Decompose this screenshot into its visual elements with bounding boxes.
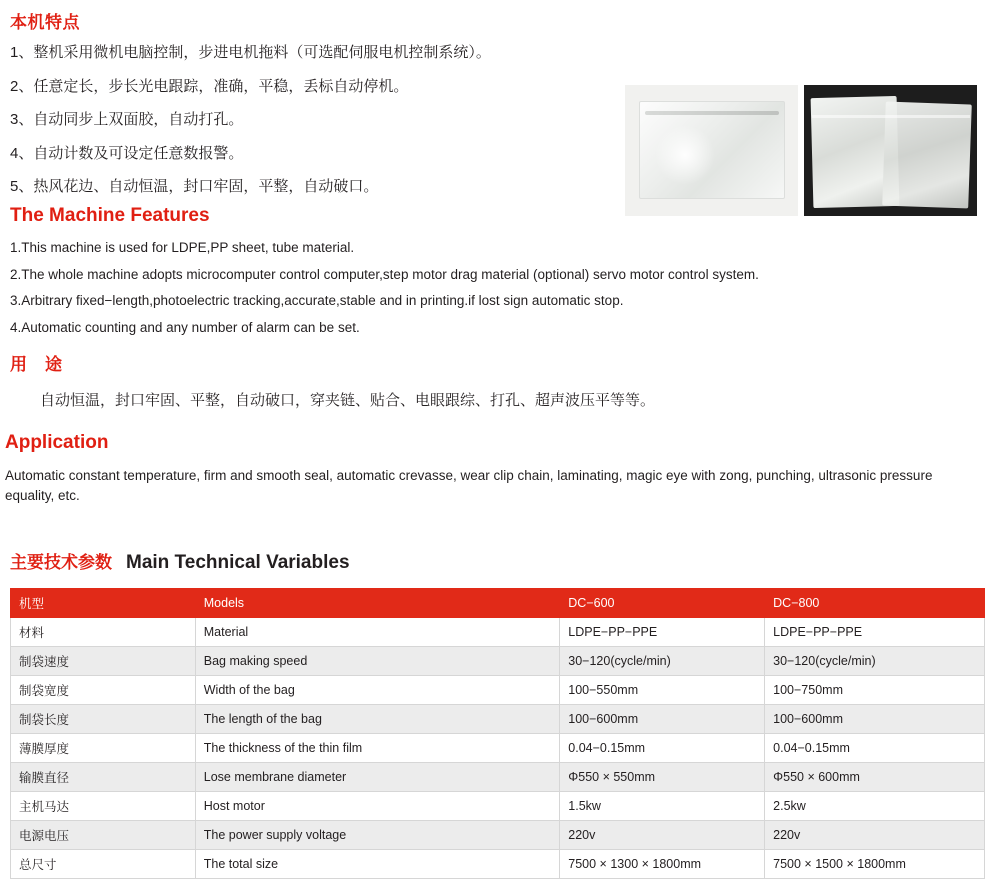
cell-dc800: 30−120(cycle/min)	[765, 647, 985, 676]
cell-dc600: Φ550 × 550mm	[560, 763, 765, 792]
cell-label-cn: 材料	[11, 618, 196, 647]
cell-label-en: Lose membrane diameter	[195, 763, 560, 792]
cell-label-en: Width of the bag	[195, 676, 560, 705]
zip-lock-bag-photo	[625, 85, 798, 216]
cell-label-en: The thickness of the thin film	[195, 734, 560, 763]
zipper-strip	[645, 111, 779, 115]
cell-dc600: 0.04−0.15mm	[560, 734, 765, 763]
spec-table-title-cn: 主要技术参数	[10, 553, 112, 572]
cell-dc600: 100−550mm	[560, 676, 765, 705]
list-item: 5、热风花边、自动恒温，封口牢固，平整，自动破口。	[10, 178, 379, 195]
table-row	[11, 734, 985, 763]
machine-features-cn-section	[10, 8, 630, 211]
cell-dc800: 220v	[765, 821, 985, 850]
spec-table-heading	[10, 548, 990, 574]
list-item: 2、任意定长，步长光电跟踪，准确，平稳，丢标自动停机。	[10, 77, 409, 95]
cell-dc600: 1.5kw	[560, 792, 765, 821]
list-item: 1.This machine is used for LDPE,PP sheet, tube material.	[10, 240, 355, 255]
list-item: 1、整机采用微机电脑控制，步进电机拖料（可选配伺服电机控制系统）。	[10, 44, 491, 61]
cell-dc800: 100−750mm	[765, 676, 985, 705]
list-item: 2.The whole machine adopts microcomputer control computer,step motor drag material (optional) servo motor control system.	[10, 266, 759, 282]
cell-label-cn: 制袋长度	[11, 705, 196, 734]
list-item: 3、自动同步上双面胶，自动打孔。	[10, 111, 244, 128]
table-row	[11, 821, 985, 850]
cell-label-en: The total size	[195, 850, 560, 879]
cell-label-en: Host motor	[195, 792, 560, 821]
cell-label-cn: 输膜直径	[11, 763, 196, 792]
cell-dc800: 0.04−0.15mm	[765, 734, 985, 763]
cell-dc600: LDPE−PP−PPE	[560, 618, 765, 647]
cell-label-en: The power supply voltage	[195, 821, 560, 850]
machine-features-en-list	[10, 239, 985, 336]
cell-dc800: 2.5kw	[765, 792, 985, 821]
column-header-dc600: DC−600	[560, 589, 765, 618]
table-row	[11, 676, 985, 705]
plastic-bags-photo	[804, 85, 977, 216]
cell-dc800: 100−600mm	[765, 705, 985, 734]
machine-features-en-section	[10, 205, 985, 345]
table-header-row	[11, 589, 985, 618]
column-header-model-cn: 机型	[11, 589, 196, 618]
cell-dc800: LDPE−PP−PPE	[765, 618, 985, 647]
cell-label-en: The length of the bag	[195, 705, 560, 734]
spec-table-section	[10, 548, 990, 879]
seal-seam	[812, 115, 970, 118]
spec-table-title-en: Main Technical Variables	[126, 552, 350, 573]
table-row	[11, 618, 985, 647]
list-item: 4、自动计数及可设定任意数报警。	[10, 144, 244, 162]
cell-label-cn: 主机马达	[11, 792, 196, 821]
usage-cn-section	[10, 350, 985, 410]
cell-label-cn: 制袋宽度	[11, 676, 196, 705]
cell-dc600: 30−120(cycle/min)	[560, 647, 765, 676]
cell-dc800: 7500 × 1500 × 1800mm	[765, 850, 985, 879]
machine-features-en-title: The Machine Features	[10, 205, 210, 226]
machine-features-cn-list	[10, 43, 630, 197]
list-item: 3.Arbitrary fixed−length,photoelectric tracking,accurate,stable and in printing.if lost sign automatic stop.	[10, 293, 624, 309]
cell-label-en: Material	[195, 618, 560, 647]
cell-label-cn: 总尺寸	[11, 850, 196, 879]
cell-label-cn: 电源电压	[11, 821, 196, 850]
machine-features-cn-title: 本机特点	[10, 13, 80, 32]
usage-cn-body: 自动恒温，封口牢固、平整，自动破口，穿夹链、贴合、电眼跟综、打孔、超声波压平等等。	[40, 392, 656, 409]
application-en-title: Application	[5, 432, 109, 453]
table-row	[11, 792, 985, 821]
cell-dc600: 220v	[560, 821, 765, 850]
spec-table	[10, 588, 985, 879]
table-row	[11, 763, 985, 792]
cell-label-en: Bag making speed	[195, 647, 560, 676]
column-header-models: Models	[195, 589, 560, 618]
application-en-body: Automatic constant temperature, firm and smooth seal, automatic crevasse, wear clip chain, laminating, magic eye with zong, punching, ultrasonic pressure equality, etc.	[5, 468, 933, 504]
application-en-section	[5, 432, 985, 507]
cell-label-cn: 薄膜厚度	[11, 734, 196, 763]
usage-cn-title: 用 途	[10, 355, 63, 374]
cell-dc800: Φ550 × 600mm	[765, 763, 985, 792]
cell-dc600: 7500 × 1300 × 1800mm	[560, 850, 765, 879]
list-item: 4.Automatic counting and any number of alarm can be set.	[10, 319, 360, 335]
table-row	[11, 647, 985, 676]
table-row	[11, 705, 985, 734]
column-header-dc800: DC−800	[765, 589, 985, 618]
highlight-glare	[655, 125, 715, 185]
cell-dc600: 100−600mm	[560, 705, 765, 734]
product-photo-group	[625, 85, 977, 216]
cell-label-cn: 制袋速度	[11, 647, 196, 676]
table-row	[11, 850, 985, 879]
